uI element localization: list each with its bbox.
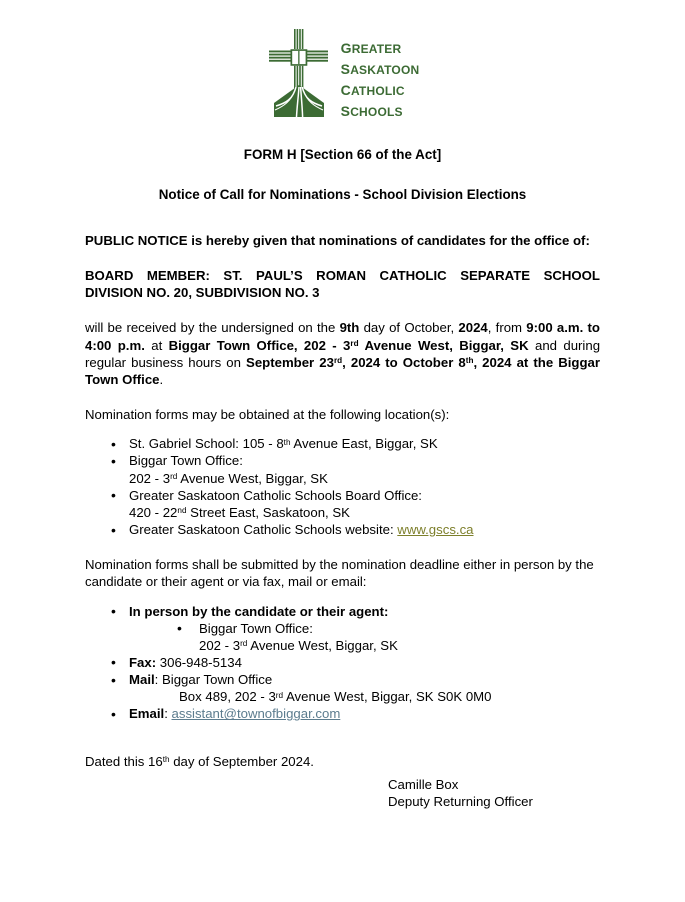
list-item: [85, 603, 600, 654]
mail-address-post: Avenue West, Biggar, SK S0K 0M0: [283, 689, 492, 705]
dated-pre: Dated this 16: [85, 753, 163, 769]
logo-word-line-4: schools: [340, 99, 403, 121]
receipt-text-2: day of October,: [359, 320, 459, 336]
receipt-range-mid: , 2024 to October 8: [342, 354, 466, 370]
receipt-day: 9th: [339, 320, 360, 336]
form-title: FORM H [Section 66 of the Act]: [243, 147, 442, 162]
location-address-ordinal: rd: [170, 471, 178, 481]
receipt-location-ordinal: rd: [350, 338, 359, 348]
submit-methods-list: [85, 603, 600, 723]
location-address-ordinal: nd: [177, 506, 187, 516]
in-person-office-name: • Biggar Town Office:: [199, 620, 313, 636]
spacer: [85, 591, 600, 603]
dated-line: [85, 753, 600, 770]
email-label: Email: [129, 706, 165, 722]
office-line-1: BOARD MEMBER: ST. PAUL’S ROMAN CATHOLIC SEPARATE SCHOOL: [85, 268, 600, 284]
location-ordinal: th: [283, 437, 291, 447]
receipt-hours: 9:00 a.m. to 4:00 p.m.: [85, 320, 600, 353]
in-person-address-pre: 202 - 3: [199, 637, 241, 653]
location-address: [129, 504, 600, 521]
list-item: [129, 620, 600, 654]
email-colon: :: [164, 706, 172, 722]
office-line-2: DIVISION NO. 20, SUBDIVISION NO. 3: [85, 285, 320, 301]
list-item: [85, 705, 600, 722]
spacer: [85, 249, 600, 267]
list-item: [85, 671, 600, 705]
receipt-text-1: will be received by the undersigned on the: [85, 320, 340, 336]
spacer: [85, 301, 600, 319]
receipt-location-pre: Biggar Town Office, 202 - 3: [168, 337, 351, 353]
mail-office: : Biggar Town Office: [154, 672, 273, 688]
submit-intro: Nomination forms shall be submitted by the nomination deadline either in person by the candidate or their agent or via fax, mail or email:: [85, 557, 594, 590]
logo-word-line-3: catholic: [340, 78, 405, 100]
in-person-address-ordinal: rd: [240, 639, 248, 649]
obtain-locations-list: [85, 435, 600, 538]
in-person-sublist: [129, 620, 600, 654]
location-name: • Biggar Town Office:: [129, 453, 243, 469]
location-address-post: Avenue West, Biggar, SK: [177, 470, 328, 486]
list-item: [85, 654, 600, 671]
receipt-year: 2024: [458, 320, 488, 336]
mail-label: Mail: [129, 672, 155, 688]
organization-logo: [85, 0, 600, 130]
fax-label: Fax:: [129, 654, 157, 670]
list-item: [85, 521, 600, 538]
signature-block: [85, 776, 600, 810]
location-text-post: Avenue East, Biggar, SK: [290, 436, 438, 452]
signer-title: Deputy Returning Officer: [388, 793, 533, 809]
receipt-range-end-ordinal: th: [465, 356, 474, 366]
dated-ordinal: th: [162, 754, 170, 764]
logo-wordmark: [341, 24, 420, 122]
location-address-post: Street East, Saskatoon, SK: [186, 504, 350, 520]
receipt-text-6: .: [159, 371, 164, 387]
notice-title: Notice of Call for Nominations - School Division Elections: [158, 187, 527, 202]
location-address: [129, 470, 600, 487]
mail-address: [129, 688, 600, 705]
signer-name: Camille Box: [388, 776, 459, 792]
receipt-range-start-ordinal: rd: [333, 356, 343, 366]
receipt-text-5: and during regular business hours on: [85, 337, 601, 370]
receipt-paragraph: [85, 319, 600, 388]
public-notice-paragraph: [85, 232, 600, 249]
office-paragraph: [85, 267, 600, 301]
email-link[interactable]: assistant@townofbiggar.com: [171, 706, 341, 722]
in-person-address-post: Avenue West, Biggar, SK: [247, 637, 398, 653]
spacer: [85, 723, 600, 753]
receipt-location-post: Avenue West, Biggar, SK: [358, 337, 529, 353]
spacer: [85, 388, 600, 406]
mail-address-ordinal: rd: [275, 690, 284, 700]
receipt-range-end: , 2024 at the Biggar Town Office: [85, 354, 600, 387]
gscs-website-link[interactable]: www.gscs.ca: [397, 522, 474, 538]
cross-with-open-book-emblem-icon: [266, 27, 332, 119]
logo-word-line-2: saskatoon: [340, 57, 420, 79]
fax-number: 306-948-5134: [156, 654, 242, 670]
logo-word-line-1: greater: [340, 36, 402, 58]
location-address-pre: 202 - 3: [129, 470, 171, 486]
receipt-range-start: September 23: [246, 354, 334, 370]
spacer: [85, 538, 600, 556]
website-label: Greater Saskatoon Catholic Schools website:: [129, 522, 398, 538]
public-notice-rest: is hereby given that nominations of candidates for the office of:: [187, 233, 590, 248]
location-address-pre: 420 - 22: [129, 504, 178, 520]
receipt-text-4: at: [144, 337, 169, 353]
obtain-intro: Nomination forms may be obtained at the following location(s):: [85, 407, 450, 423]
receipt-text-3: , from: [487, 320, 527, 336]
mail-address-pre: Box 489, 202 - 3: [179, 689, 276, 705]
in-person-office-address: [195, 637, 600, 654]
spacer: [85, 202, 600, 232]
list-item: [85, 452, 600, 486]
dated-post: day of September 2024.: [169, 753, 314, 769]
mail-line: [129, 671, 600, 688]
in-person-label: In person by the candidate or their agent:: [129, 603, 389, 619]
location-name: • Greater Saskatoon Catholic Schools Board Office:: [129, 487, 422, 503]
list-item: [85, 435, 600, 452]
spacer: [85, 423, 600, 435]
public-notice-lead: PUBLIC NOTICE: [85, 233, 188, 248]
list-item: [85, 487, 600, 521]
location-text-pre: St. Gabriel School: 105 - 8: [129, 436, 284, 452]
